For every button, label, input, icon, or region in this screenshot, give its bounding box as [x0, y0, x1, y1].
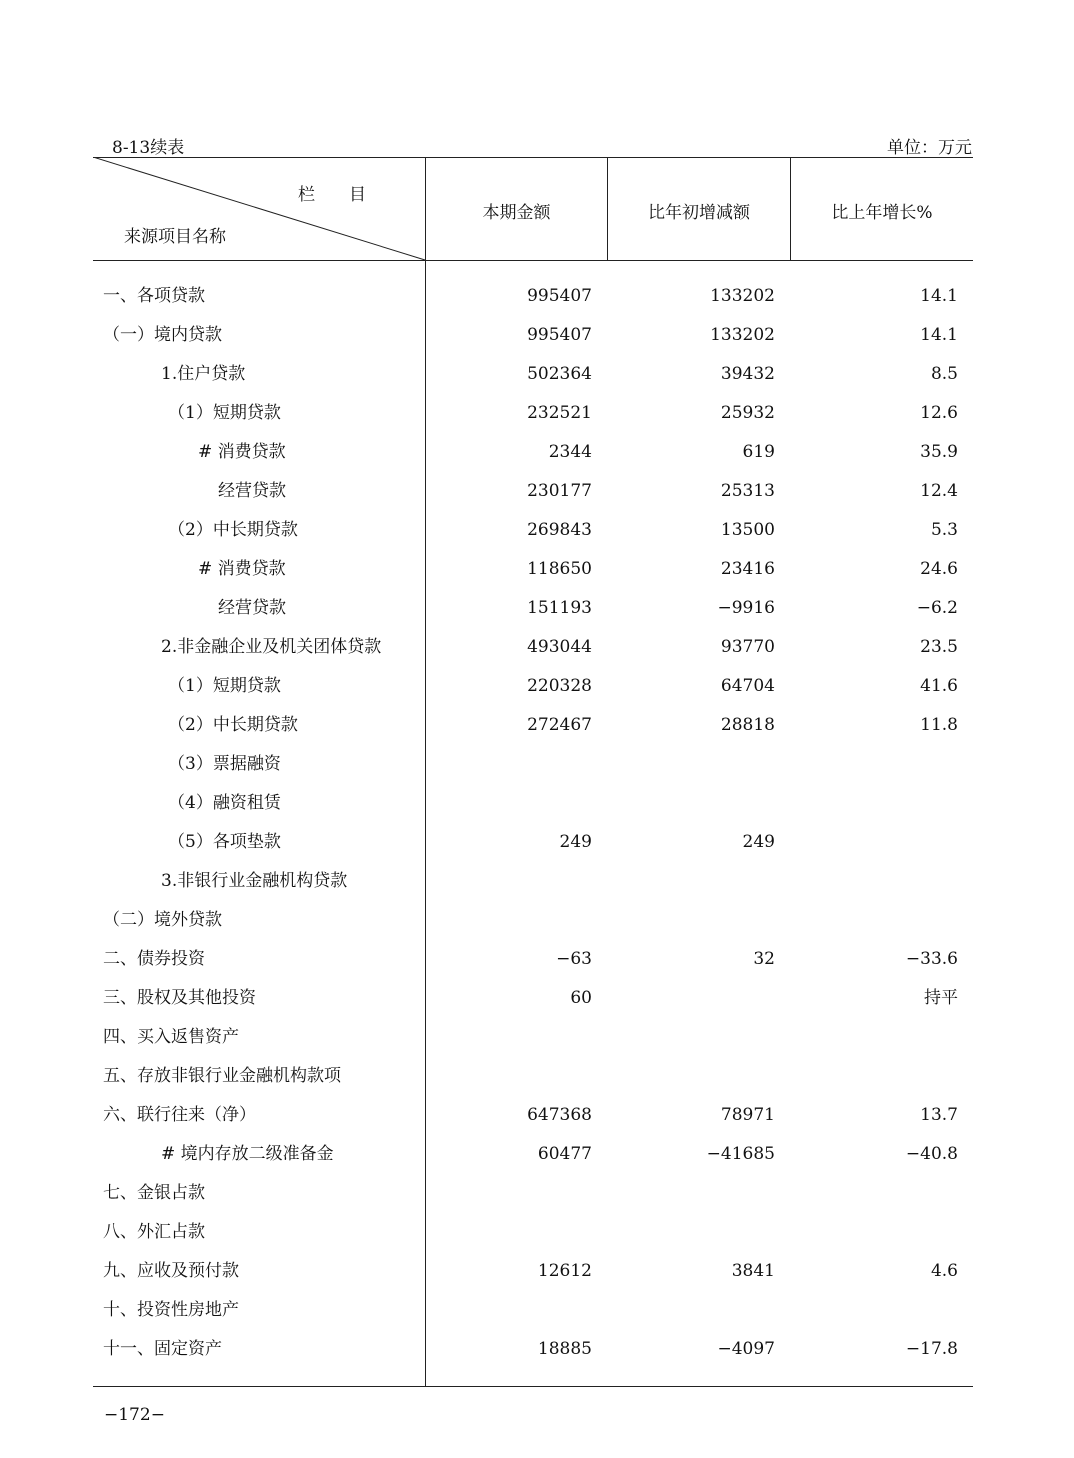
cell-yoy-growth: 12.4 [920, 481, 958, 501]
cell-yoy-growth: 23.5 [920, 637, 958, 657]
cell-current-amount: 18885 [537, 1339, 592, 1359]
table-row [93, 745, 973, 784]
cell-current-amount: 502364 [527, 364, 592, 384]
cell-yoy-growth: −17.8 [905, 1339, 958, 1359]
table-id: 8-13续表 [112, 138, 185, 158]
cell-change-since-year-start: 28818 [720, 715, 775, 735]
row-label: （二）境外贷款 [103, 910, 222, 930]
cell-change-since-year-start: 64704 [720, 676, 775, 696]
row-label: （1）短期贷款 [168, 676, 281, 696]
cell-yoy-growth: 24.6 [920, 559, 958, 579]
cell-yoy-growth: −6.2 [916, 598, 958, 618]
table-row [93, 316, 973, 355]
table-row [93, 394, 973, 433]
cell-current-amount: 995407 [527, 325, 592, 345]
column-header-current-amount: 本期金额 [482, 203, 551, 223]
column-header-yoy-growth: 比上年增长% [831, 203, 933, 223]
unit-label: 单位：万元 [887, 138, 972, 158]
row-label: 六、联行往来（净） [103, 1105, 256, 1125]
table-row [93, 472, 973, 511]
cell-yoy-growth: 14.1 [920, 325, 958, 345]
cell-yoy-growth: −40.8 [905, 1144, 958, 1164]
table-body [93, 277, 973, 1369]
cell-current-amount: 269843 [527, 520, 592, 540]
table-row [93, 589, 973, 628]
row-label: 3.非银行业金融机构贷款 [161, 871, 348, 891]
cell-current-amount: 60477 [537, 1144, 592, 1164]
cell-current-amount: −63 [556, 949, 592, 969]
row-label: # 境内存放二级准备金 [161, 1144, 334, 1164]
table-row [93, 1291, 973, 1330]
row-label: 1.住户贷款 [161, 364, 246, 384]
row-label: 二、债券投资 [103, 949, 205, 969]
table-row [93, 823, 973, 862]
table-row [93, 901, 973, 940]
row-label: # 消费贷款 [198, 442, 286, 462]
cell-change-since-year-start: 249 [742, 832, 775, 852]
cell-yoy-growth: 14.1 [920, 286, 958, 306]
table-row [93, 667, 973, 706]
table-row [93, 1252, 973, 1291]
cell-current-amount: 2344 [548, 442, 592, 462]
row-label: （5）各项垫款 [168, 832, 281, 852]
cell-current-amount: 12612 [537, 1261, 592, 1281]
cell-current-amount: 493044 [527, 637, 592, 657]
cell-yoy-growth: 持平 [924, 988, 958, 1008]
cell-yoy-growth: −33.6 [905, 949, 958, 969]
table-row [93, 940, 973, 979]
table-row [93, 355, 973, 394]
row-label: 2.非金融企业及机关团体贷款 [161, 637, 382, 657]
table-row [93, 1057, 973, 1096]
header-diagonal-top-label: 栏 目 [298, 185, 366, 205]
cell-current-amount: 995407 [527, 286, 592, 306]
table-row [93, 511, 973, 550]
table-row [93, 628, 973, 667]
row-label: （2）中长期贷款 [168, 715, 298, 735]
row-label: （4）融资租赁 [168, 793, 281, 813]
table-row [93, 784, 973, 823]
row-label: （3）票据融资 [168, 754, 281, 774]
table-row [93, 1096, 973, 1135]
row-label: # 消费贷款 [198, 559, 286, 579]
cell-change-since-year-start: −41685 [706, 1144, 775, 1164]
cell-change-since-year-start: 39432 [720, 364, 775, 384]
cell-change-since-year-start: 13500 [720, 520, 775, 540]
cell-current-amount: 60 [570, 988, 592, 1008]
cell-change-since-year-start: 133202 [710, 325, 775, 345]
cell-yoy-growth: 35.9 [920, 442, 958, 462]
cell-change-since-year-start: 32 [753, 949, 775, 969]
row-label: 一、各项贷款 [103, 286, 205, 306]
column-header-change-since-year-start: 比年初增减额 [648, 203, 750, 223]
table-caption-line [112, 133, 972, 157]
row-label: 五、存放非银行业金融机构款项 [103, 1066, 341, 1086]
cell-change-since-year-start: 93770 [720, 637, 775, 657]
table-row [93, 550, 973, 589]
cell-yoy-growth: 41.6 [920, 676, 958, 696]
cell-change-since-year-start: 25932 [720, 403, 775, 423]
table-row [93, 1213, 973, 1252]
cell-current-amount: 220328 [527, 676, 592, 696]
cell-change-since-year-start: −9916 [717, 598, 775, 618]
cell-change-since-year-start: 133202 [710, 286, 775, 306]
table-row [93, 277, 973, 316]
cell-yoy-growth: 5.3 [930, 520, 958, 540]
row-label: （2）中长期贷款 [168, 520, 298, 540]
header-diagonal-bottom-label: 来源项目名称 [124, 227, 226, 247]
table-row [93, 1330, 973, 1369]
row-label: 三、股权及其他投资 [103, 988, 256, 1008]
cell-current-amount: 249 [559, 832, 592, 852]
cell-current-amount: 151193 [527, 598, 592, 618]
page-number: −172− [104, 1405, 165, 1425]
row-label: 九、应收及预付款 [103, 1261, 239, 1281]
cell-yoy-growth: 11.8 [920, 715, 958, 735]
cell-change-since-year-start: 3841 [731, 1261, 775, 1281]
table-row [93, 1018, 973, 1057]
row-label: （一）境内贷款 [103, 325, 222, 345]
table-row [93, 862, 973, 901]
cell-change-since-year-start: 23416 [720, 559, 775, 579]
row-label: （1）短期贷款 [168, 403, 281, 423]
cell-yoy-growth: 12.6 [920, 403, 958, 423]
cell-change-since-year-start: 25313 [720, 481, 775, 501]
cell-yoy-growth: 13.7 [920, 1105, 958, 1125]
row-label: 七、金银占款 [103, 1183, 205, 1203]
cell-change-since-year-start: 78971 [720, 1105, 775, 1125]
row-label: 四、买入返售资产 [103, 1027, 239, 1047]
row-label: 十、投资性房地产 [103, 1300, 239, 1320]
row-label: 经营贷款 [218, 598, 286, 618]
table-bottom-rule [93, 1386, 973, 1387]
cell-current-amount: 118650 [527, 559, 592, 579]
table-row [93, 1174, 973, 1213]
cell-change-since-year-start: −4097 [717, 1339, 775, 1359]
cell-current-amount: 647368 [527, 1105, 592, 1125]
table-row [93, 433, 973, 472]
table-row [93, 979, 973, 1018]
cell-current-amount: 232521 [527, 403, 592, 423]
row-label: 十一、固定资产 [103, 1339, 222, 1359]
cell-current-amount: 230177 [527, 481, 592, 501]
table-row [93, 706, 973, 745]
cell-yoy-growth: 4.6 [930, 1261, 958, 1281]
cell-change-since-year-start: 619 [742, 442, 775, 462]
row-label: 八、外汇占款 [103, 1222, 205, 1242]
cell-current-amount: 272467 [527, 715, 592, 735]
cell-yoy-growth: 8.5 [930, 364, 958, 384]
row-label: 经营贷款 [218, 481, 286, 501]
table-row [93, 1135, 973, 1174]
